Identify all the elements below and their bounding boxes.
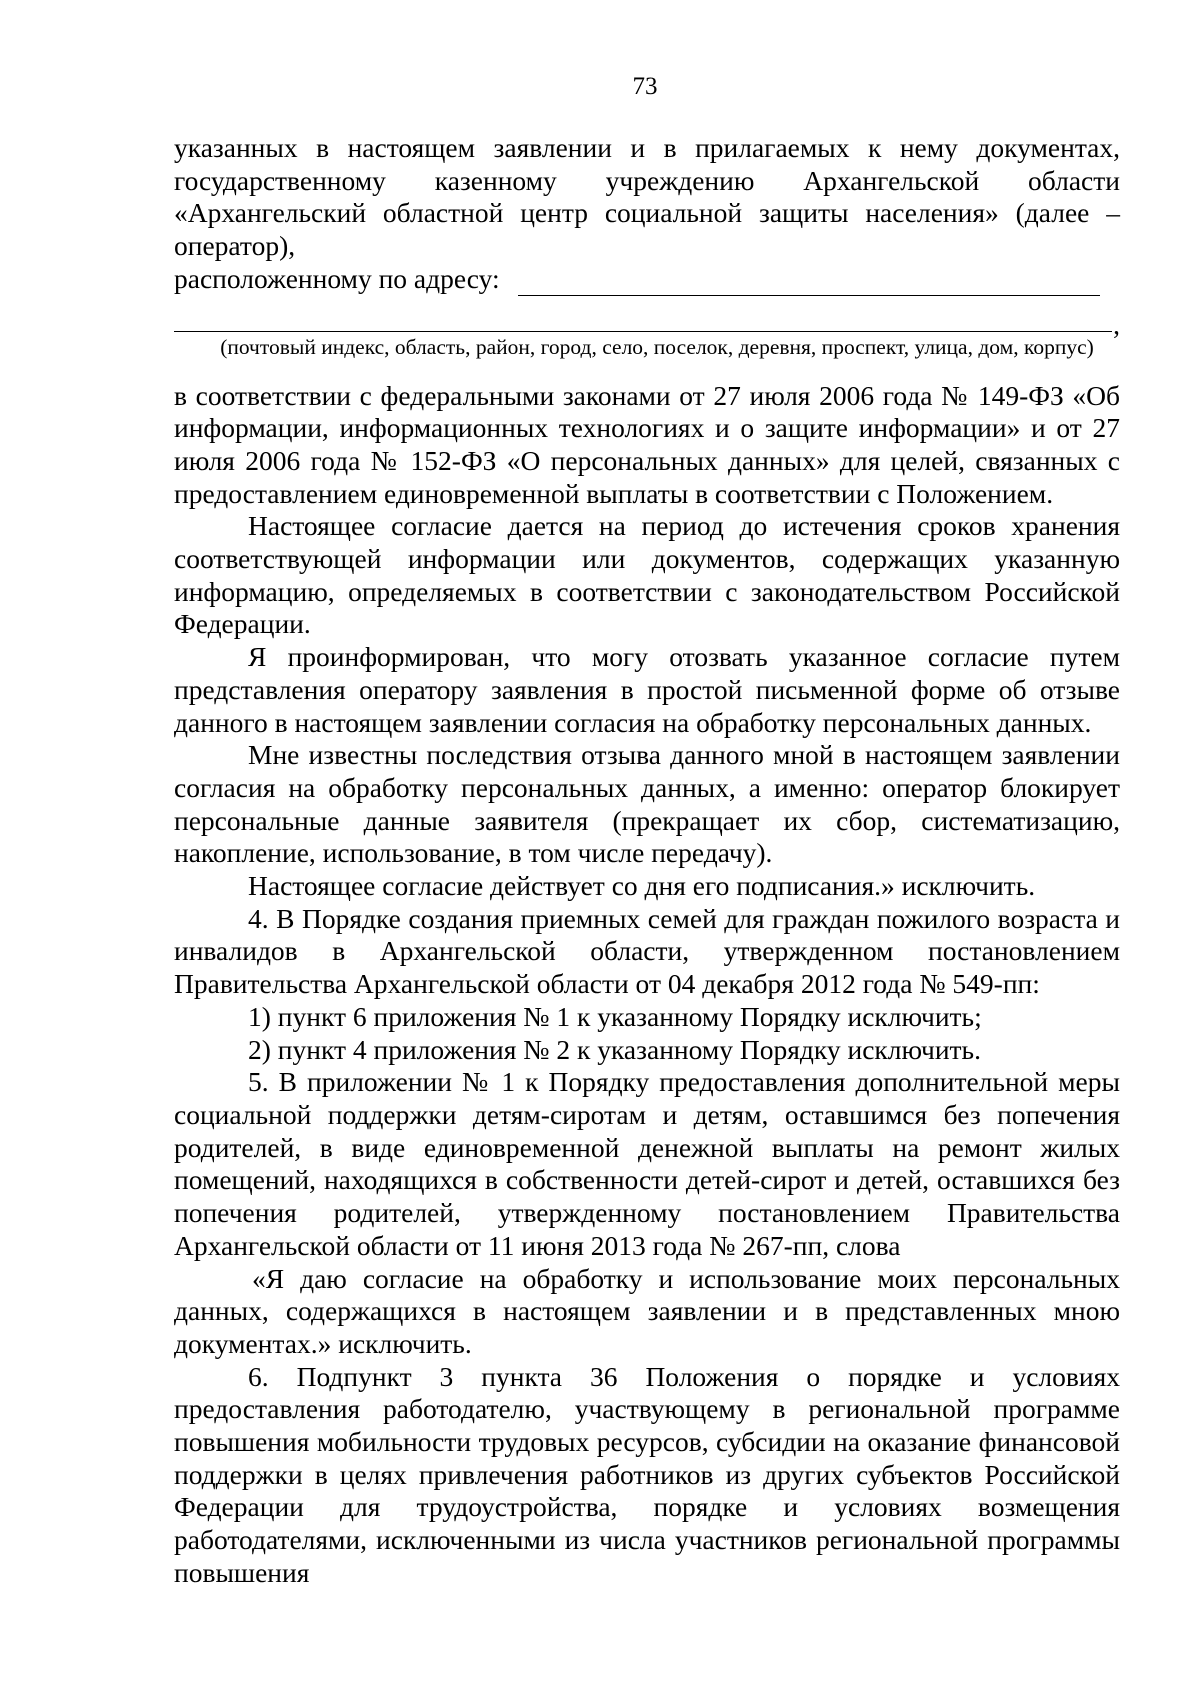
paragraph-address-intro: указанных в настоящем заявлении и в прилагаемых к нему документах, государственному казенному учреждению Архангельской области «Архангельский областной центр социальной защиты населения» (далее – оператор), xyxy=(174,132,1120,262)
paragraph-item-4-1: 1) пункт 6 приложения № 1 к указанному Порядку исключить; xyxy=(248,1000,982,1032)
page-number: 73 xyxy=(632,73,658,100)
paragraph-revocation: Я проинформирован, что могу отозвать указанное согласие путем представления оператору заявления в простой письменной форме об отзыве данного в настоящем заявлении согласия на обработку персональных данных. xyxy=(174,641,1120,738)
address-caption: (почтовый индекс, область, район, город, село, поселок, деревня, проспект, улица, дом, корпус) xyxy=(220,334,1094,359)
address-blank-line-full xyxy=(174,308,1120,340)
paragraph-item-4: 4. В Порядке создания приемных семей для граждан пожилого возраста и инвалидов в Архангельской области, утвержденном постановлением Правительства Архангельской области от 04 декабря 2012 года № 549-пп: xyxy=(174,902,1120,1000)
address-blank-line xyxy=(518,271,1100,296)
address-comma: , xyxy=(1113,308,1120,340)
document-body xyxy=(174,132,1120,1590)
paragraph-consent-period: Настоящее согласие дается на период до истечения сроков хранения соответствующей информации или документов, содержащих указанную информацию, определяемых в соответствии с законодательством Российской Федерации. xyxy=(174,510,1120,640)
paragraph-item-4-2: 2) пункт 4 приложения № 2 к указанному Порядку исключить. xyxy=(248,1033,981,1065)
address-line xyxy=(174,263,1120,296)
paragraph-item-5: 5. В приложении № 1 к Порядку предоставления дополнительной меры социальной поддержки детям-сиротам и детям, оставшимся без попечения родителей, в виде единовременной денежной выплаты на ремонт жилых помещений, находящихся в собственности детей-сирот и детей, оставшихся без попечения родителей, утвержденному постановлением Правительства Архангельской области от 11 июня 2013 года № 267-пп, слова xyxy=(174,1066,1120,1261)
blank-rule xyxy=(174,331,1112,332)
address-label: расположенному по адресу: xyxy=(174,262,500,294)
paragraph-federal-laws: в соответствии с федеральными законами от 27 июля 2006 года № 149-ФЗ «Об информации, информационных технологиях и о защите информации» и от 27 июля 2006 года № 152-ФЗ «О персональных данных» для целей, связанных с предоставлением единовременной выплаты в соответствии с Положением. xyxy=(174,379,1120,509)
paragraph-item-6: 6. Подпункт 3 пункта 36 Положения о порядке и условиях предоставления работодателю, участвующему в региональной программе повышения мобильности трудовых ресурсов, субсидии на оказание финансовой поддержки в целях привлечения работников из других субъектов Российской Федерации для трудоустройства, порядке и условиях возмещения работодателями, исключенными из числа участников региональной программы повышения xyxy=(174,1360,1120,1588)
paragraph-item-5-quote: «Я даю согласие на обработку и использование моих персональных данных, содержащихся в настоящем заявлении и в представленных мною документах.» исключить. xyxy=(174,1262,1120,1359)
paragraph-consent-valid: Настоящее согласие действует со дня его подписания.» исключить. xyxy=(248,870,1036,902)
paragraph-consequences: Мне известны последствия отзыва данного мной в настоящем заявлении согласия на обработку персональных данных, а именно: оператор блокирует персональные данные заявителя (прекращает их сбор, систематизацию, накопление, использование, в том числе передачу). xyxy=(174,739,1120,869)
